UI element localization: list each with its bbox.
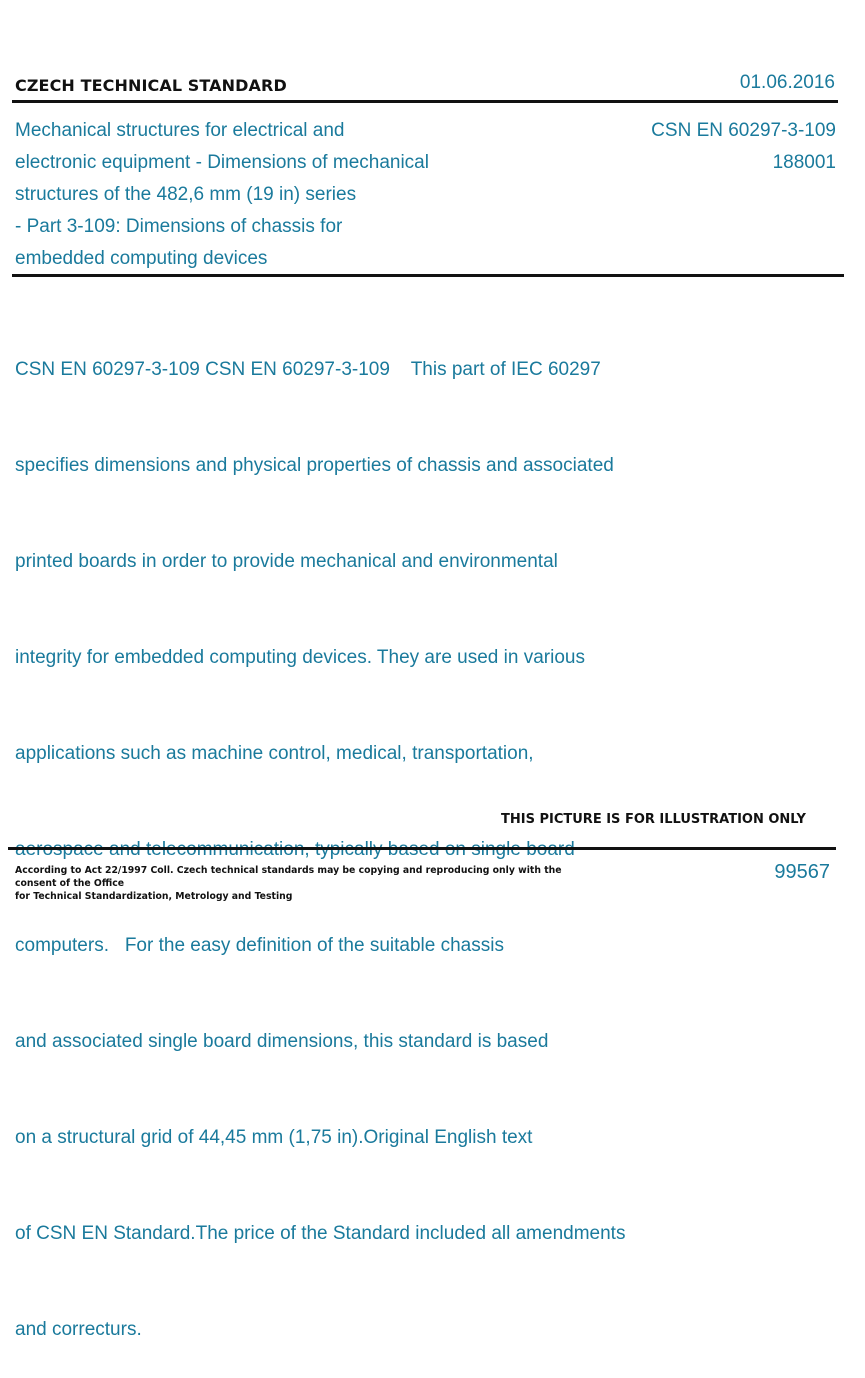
title-line: Mechanical structures for electrical and [15,120,345,141]
title-line: structures of the 482,6 mm (19 in) series [15,184,357,205]
description-line: applications such as machine control, medical, transportation, [15,743,534,764]
description-line [15,834,735,866]
description-line: specifies dimensions and physical properties of chassis and associated [15,455,614,476]
publication-date: 01.06.2016 [739,72,835,93]
description-line: and associated single board dimensions, this standard is based [15,1031,549,1052]
middle-divider [12,274,844,277]
top-divider [12,100,838,103]
legal-line: According to Act 22/1997 Coll. Czech technical standards may be copying and reproducing only with the consent of the Office [15,865,562,889]
title-line: embedded computing devices [15,248,268,269]
standard-description [15,290,735,1378]
legal-notice [15,864,585,903]
illustration-disclaimer: THIS PICTURE IS FOR ILLUSTRATION ONLY [501,812,806,827]
description-line: of CSN EN Standard.The price of the Standard included all amendments [15,1223,626,1244]
legal-line: for Technical Standardization, Metrology and Testing [15,891,293,902]
description-line: on a structural grid of 44,45 mm (1,75 in).Original English text [15,1127,533,1148]
description-line: integrity for embedded computing devices. They are used in various [15,647,585,668]
description-line: CSN EN 60297-3-109 CSN EN 60297-3-109 This part of IEC 60297 [15,359,601,380]
title-line: - Part 3-109: Dimensions of chassis for [15,216,343,237]
title-line: electronic equipment - Dimensions of mechanical [15,152,429,173]
bottom-divider [8,847,836,850]
document-number: 99567 [774,861,830,883]
catalog-number: 188001 [772,152,836,173]
description-line: and correcturs. [15,1319,142,1340]
standard-code: CSN EN 60297-3-109 [651,120,836,141]
description-line: computers. For the easy definition of the suitable chassis [15,935,504,956]
description-line: printed boards in order to provide mechanical and environmental [15,551,558,572]
standard-codes [651,115,836,179]
standard-type-heading: CZECH TECHNICAL STANDARD [15,76,287,95]
standard-title [15,115,515,275]
